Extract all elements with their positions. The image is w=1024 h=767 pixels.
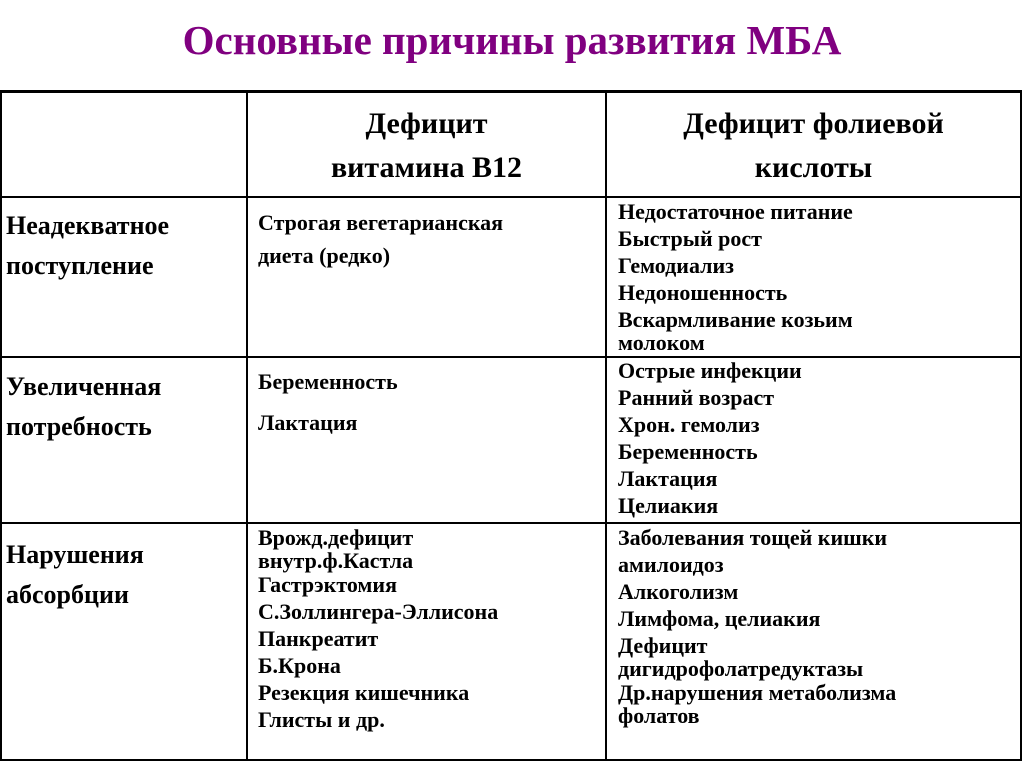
- folate-cell: [618, 357, 802, 519]
- list-item: дигидрофолатредуктазы: [618, 656, 864, 681]
- list-item: диета (редко): [258, 243, 391, 268]
- list-item: Врожд.дефицит: [258, 525, 414, 550]
- label-line: абсорбции: [6, 580, 129, 609]
- table-border-bottom: [0, 759, 1022, 761]
- list-item: Глисты и др.: [258, 707, 385, 732]
- list-item: Гастрэктомия: [258, 572, 397, 597]
- label-line: Нарушения: [6, 540, 144, 569]
- list-item: Недоношенность: [618, 280, 788, 305]
- list-item: Хрон. гемолиз: [618, 412, 760, 437]
- column-divider: [246, 90, 248, 761]
- list-item: Лимфома, целиакия: [618, 606, 821, 631]
- list-item: Алкоголизм: [618, 579, 739, 604]
- folate-cell: [618, 198, 853, 353]
- list-item: Недостаточное питание: [618, 199, 853, 224]
- list-item: амилоидоз: [618, 552, 724, 577]
- list-item: фолатов: [618, 703, 700, 728]
- list-item: молоком: [618, 330, 705, 355]
- list-item: Лактация: [618, 466, 718, 491]
- row-divider: [0, 356, 1022, 358]
- header-folate: [607, 102, 1020, 190]
- header-line: Дефицит: [365, 107, 488, 140]
- list-item: Беременность: [618, 439, 758, 464]
- header-line: Дефицит фолиевой: [683, 107, 944, 140]
- table-border-right: [1020, 90, 1022, 761]
- row-label: [6, 535, 144, 615]
- b12-cell: [258, 208, 503, 274]
- list-item: Резекция кишечника: [258, 680, 470, 705]
- slide-title: Основные причины развития МБА: [182, 17, 842, 63]
- row-label: [6, 367, 161, 447]
- list-item: Беременность: [258, 369, 398, 394]
- list-item: Б.Крона: [258, 653, 341, 678]
- list-item: Гемодиализ: [618, 253, 735, 278]
- list-item: С.Золлингера-Эллисона: [258, 599, 499, 624]
- row-divider: [0, 196, 1022, 198]
- list-item: Острые инфекции: [618, 358, 802, 383]
- list-item: Лактация: [258, 410, 358, 435]
- list-item: Быстрый рост: [618, 226, 762, 251]
- label-line: Неадекватное: [6, 211, 170, 240]
- header-line: витамина В12: [330, 151, 523, 184]
- list-item: Целиакия: [618, 493, 719, 518]
- table-border-top: [0, 90, 1022, 93]
- label-line: потребность: [6, 412, 152, 441]
- list-item: Панкреатит: [258, 626, 379, 651]
- list-item: Др.нарушения метаболизма: [618, 680, 897, 705]
- list-item: Строгая вегетарианская: [258, 210, 504, 235]
- folate-cell: [618, 524, 896, 726]
- header-b12: [248, 102, 605, 190]
- column-divider: [605, 90, 607, 761]
- row-label: [6, 206, 169, 286]
- table-border-left: [0, 90, 2, 761]
- label-line: поступление: [6, 251, 154, 280]
- list-item: Дефицит: [618, 633, 708, 658]
- list-item: Вскармливание козьим: [618, 307, 853, 332]
- list-item: Заболевания тощей кишки: [618, 525, 888, 550]
- b12-cell: [258, 368, 398, 450]
- label-line: Увеличенная: [6, 372, 162, 401]
- list-item: внутр.ф.Кастла: [258, 548, 414, 573]
- list-item: Ранний возраст: [618, 385, 775, 410]
- b12-cell: [258, 524, 498, 733]
- header-line: кислоты: [754, 151, 873, 184]
